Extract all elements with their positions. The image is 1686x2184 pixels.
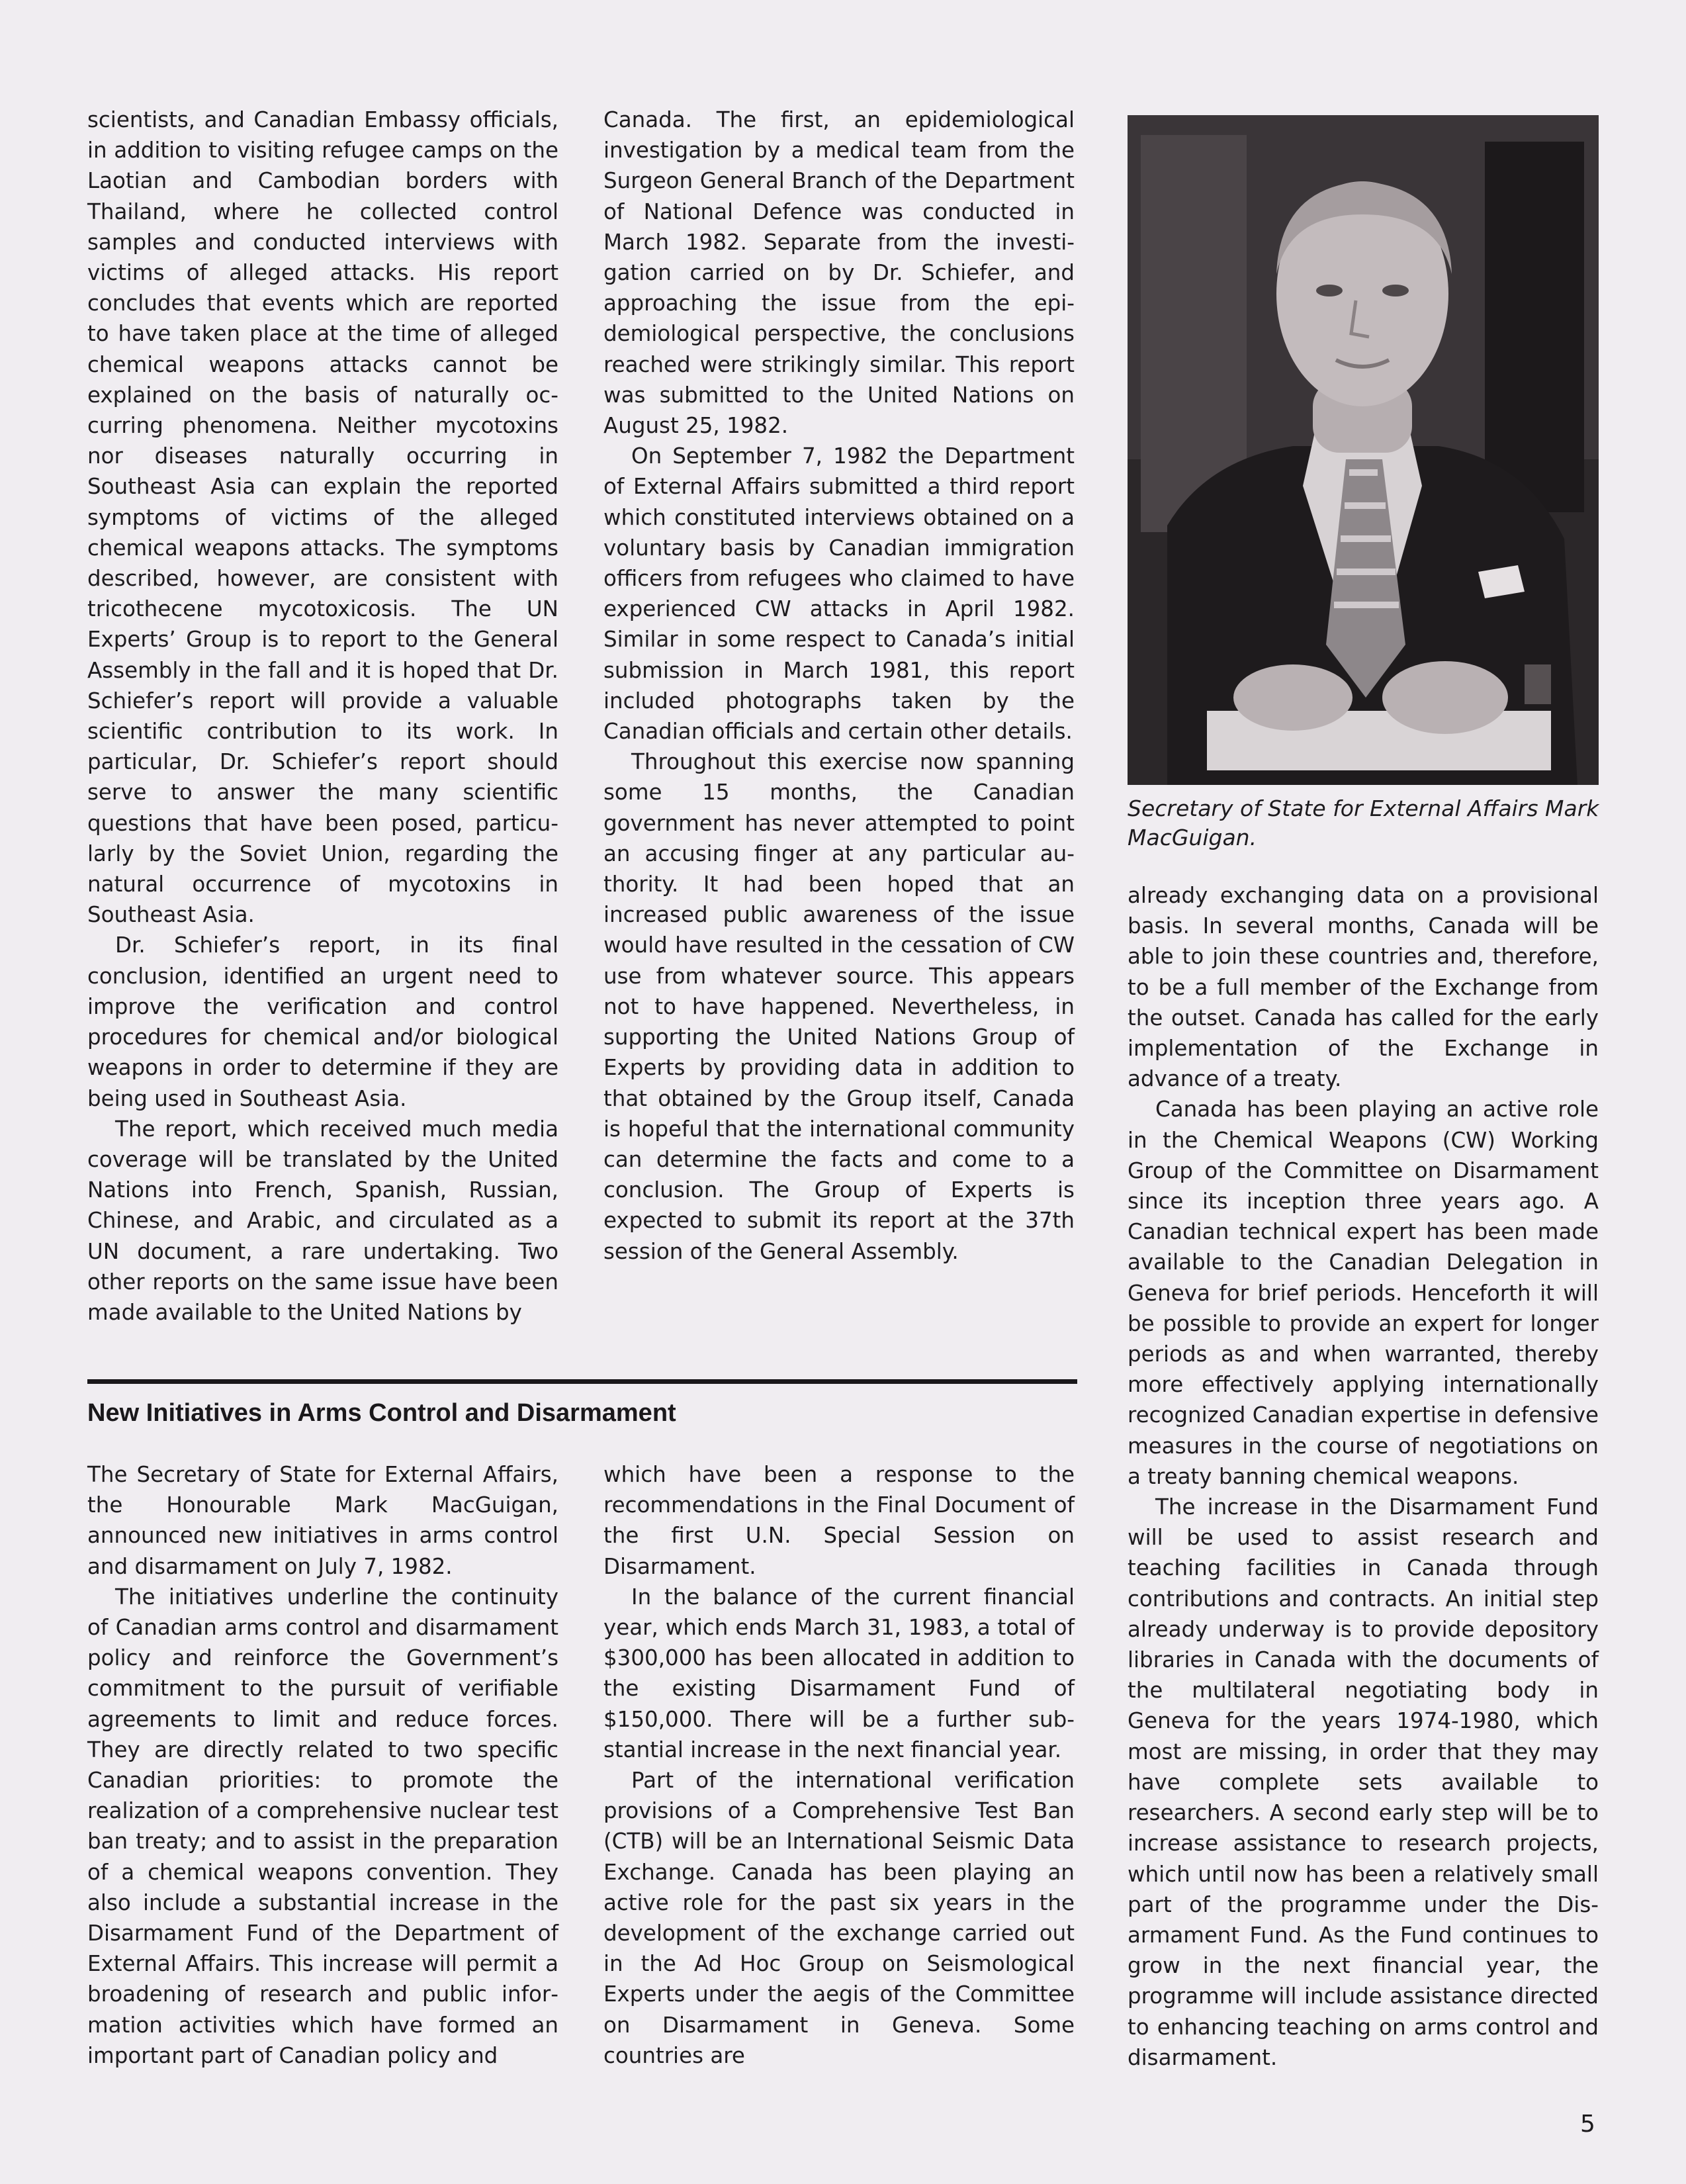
paragraph: already exchanging data on a provisional basis. In several months, Canada will be able to join these countries and, therefore, to be a full member of the Exchange from the outset. Canada has called for the early implementation of the Exchange in advance of a treaty. xyxy=(1128,883,1599,1092)
portrait-photo xyxy=(1128,115,1599,785)
section-heading: New Initiatives in Arms Control and Disarmament xyxy=(87,1399,676,1427)
middle-column-top xyxy=(603,105,1075,1267)
photo-caption: Secretary of State for External Affairs Mark MacGuigan. xyxy=(1128,796,1599,850)
paragraph: Dr. Schiefer’s report, in its final conclusion, identified an urgent need to improve the verification and control procedures for chemical and/or biological weapons in order to determine if they are being used in Southeast Asia. xyxy=(87,933,558,1111)
paragraph: The report, which received much media coverage will be translated by the United Nations into French, Spanish, Russian, Chinese, and Arabic, and circulated as a UN document, a rare undertaking. Two other reports on the same issue have been made available to the United Nations by xyxy=(87,1116,558,1325)
right-column xyxy=(1128,880,1599,2073)
paragraph: Throughout this exercise now spanning some 15 months, the Canadian government has never attempted to point an accusing finger at any particular authority. It had been hoped that an increased public awareness of the issue would have resulted in the cessation of CW use from whatever source. This appears not to have happened. Nevertheless, in supporting the United Nations Group of Experts by providing data in addition to that obtained by the Group itself, Canada is hopeful that the international community can determine the facts and come to a conclusion. The Group of Experts is expected to submit its report at the 37th session of the General Assembly. xyxy=(603,749,1075,1264)
paragraph: On September 7, 1982 the Department of External Affairs submitted a third report which constituted interviews obtained on a voluntary basis by Canadian immigration officers from refugees who claimed to have experienced CW attacks in April 1982. Similar in some respect to Canada’s initial submission in March 1981, this report included photographs taken by the Canadian officials and certain other details. xyxy=(603,443,1075,745)
page-number: 5 xyxy=(1580,2111,1595,2138)
section-divider xyxy=(87,1379,1077,1384)
middle-column-bottom xyxy=(603,1459,1075,2071)
left-column-bottom xyxy=(87,1459,558,2071)
paragraph: In the balance of the current financial year, which ends March 31, 1983, a total of $300,000 has been allocated in addition to the existing Disarmament Fund of $150,000. There will be a further substantial increase in the next financial year. xyxy=(603,1584,1075,1762)
paragraph: scientists, and Canadian Embassy officials, in addition to visiting refugee camps on the Laotian and Cambodian borders with Thailand, where he collected control samples and conducted interviews with victims of alleged attacks. His report concludes that events which are reported to have taken place at the time of alleged chemical weapons attacks cannot be explained on the basis of naturally occurring phenomena. Neither mycotoxins nor diseases naturally occurring in Southeast Asia can explain the reported symptoms of victims of the alleged chemical weapons attacks. The symptoms described, however, are consistent with tricothecene mycotoxicosis. The UN Experts’ Group is to report to the General Assembly in the fall and it is hoped that Dr. Schiefer’s report will provide a valuable scientific contribution to its work. In particular, Dr. Schiefer’s report should serve to answer the many scientific questions that have been posed, particularly by the Soviet Union, regarding the natural occurrence of mycotoxins in Southeast Asia. xyxy=(87,107,558,928)
paragraph: The initiatives underline the continuity of Canadian arms control and disarmament policy and reinforce the Government’s commitment to the pursuit of verifiable agreements to limit and reduce forces. They are directly related to two specific Canadian priorities: to promote the realization of a comprehensive nuclear test ban treaty; and to assist in the preparation of a chemical weapons convention. They also include a substantial increase in the Disarmament Fund of the Department of External Affairs. This increase will permit a broadening of research and public information activities which have formed an important part of Canadian policy and xyxy=(87,1584,558,2068)
paragraph: Canada has been playing an active role in the Chemical Weapons (CW) Working Group of the Committee on Disarmament since its inception three years ago. A Canadian technical expert has been made available to the Canadian Delegation in Geneva for brief periods. Henceforth it will be possible to provide an expert for longer periods as and when warranted, thereby more effectively applying internationally recognized Canadian expertise in defensive measures in the course of negotiations on a treaty banning chemical weapons. xyxy=(1128,1097,1599,1489)
paragraph: The increase in the Disarmament Fund will be used to assist research and teaching facilities in Canada through contributions and contracts. An initial step already underway is to provide depository libraries in Canada with the documents of the multilateral negotiating body in Geneva for the years 1974-1980, which most are missing, in order that they may have complete sets available to researchers. A second early step will be to increase assistance to research projects, which until now has been a relatively small part of the programme under the Disarmament Fund. As the Fund continues to grow in the next financial year, the programme will include assistance directed to enhancing teaching on arms control and disarmament. xyxy=(1128,1494,1599,2070)
left-column-top xyxy=(87,105,558,1328)
paragraph: The Secretary of State for External Affairs, the Honourable Mark MacGuigan, announced new initiatives in arms control and disarmament on July 7, 1982. xyxy=(87,1462,558,1579)
paragraph: Canada. The first, an epidemiological investigation by a medical team from the Surgeon General Branch of the Department of National Defence was conducted in March 1982. Separate from the investigation carried on by Dr. Schiefer, and approaching the issue from the epidemiological perspective, the conclusions reached were strikingly similar. This report was submitted to the United Nations on August 25, 1982. xyxy=(603,107,1075,439)
paragraph: which have been a response to the recommendations in the Final Document of the first U.N. Special Session on Disarmament. xyxy=(603,1462,1075,1579)
paragraph: Part of the international verification provisions of a Comprehensive Test Ban (CTB) will be an International Seismic Data Exchange. Canada has been playing an active role for the past six years in the development of the exchange carried out in the Ad Hoc Group on Seismological Experts under the aegis of the Committee on Disarmament in Geneva. Some countries are xyxy=(603,1768,1075,2068)
portrait-image xyxy=(1128,115,1599,785)
